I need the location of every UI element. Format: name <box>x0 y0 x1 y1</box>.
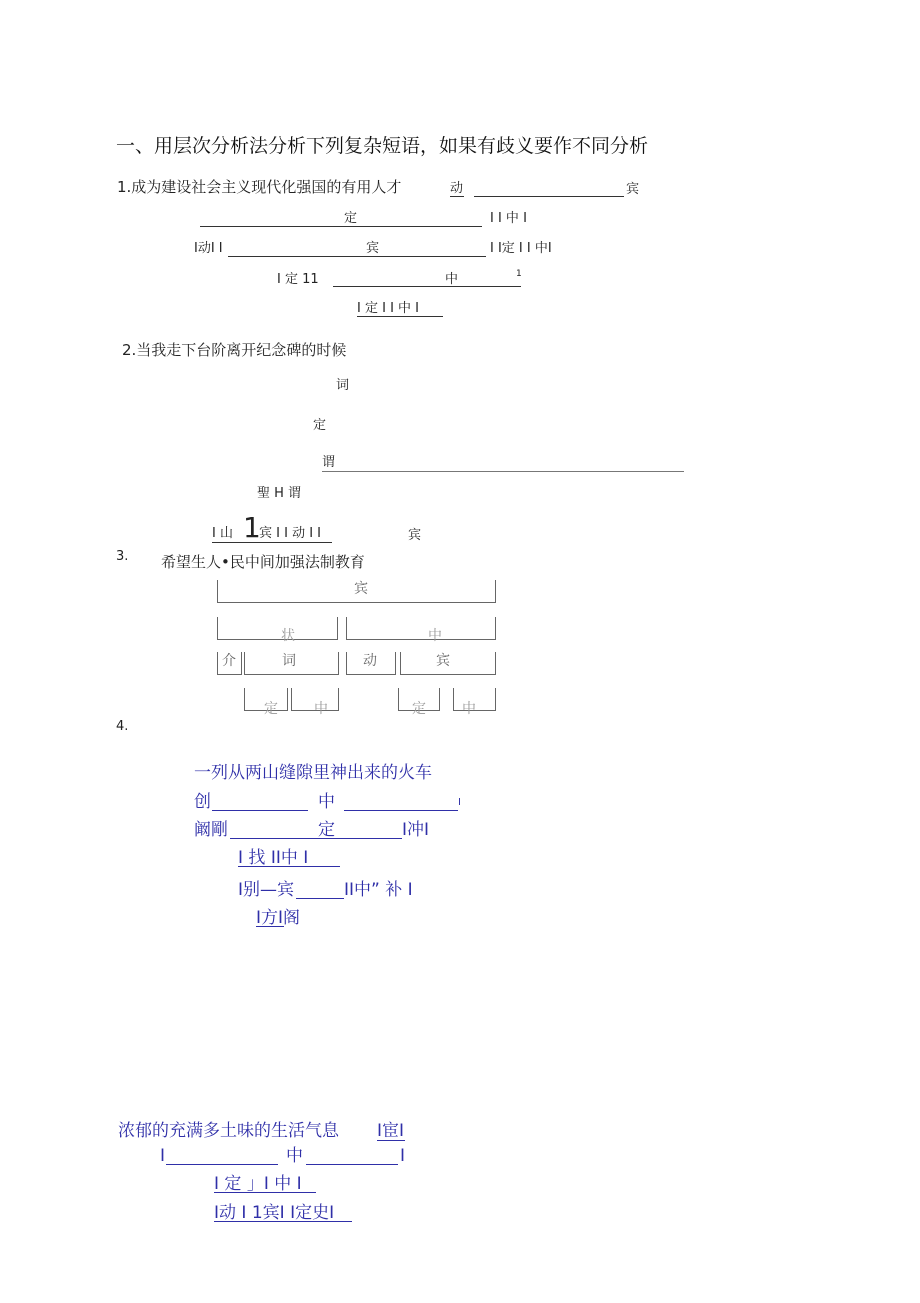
q3-r3-b: 词 <box>282 653 296 669</box>
q4-r3: I 找 II中 I <box>238 848 309 868</box>
question-5-text: 浓郁的充满多土味的生活气息 <box>118 1121 339 1141</box>
q3-r1: 宾 <box>354 581 368 597</box>
question-2-text: 2.当我走下台阶离开纪念碑的时候 <box>122 341 347 359</box>
q5-r3: I动 I 1宾I I定史I <box>214 1203 335 1223</box>
q4-r4-a: I别—宾 <box>238 880 295 900</box>
q1-r4-ding: I 定 11 <box>277 272 319 287</box>
question-4-text: 一列从两山缝隙里神出来的火车 <box>194 763 432 783</box>
q3-r4-a: 定 <box>264 701 278 717</box>
q1-label-zhong: I I 中 I <box>490 211 527 226</box>
q4-r1-a: 创 <box>194 792 211 812</box>
q5-line-r1b <box>306 1164 398 1165</box>
q2-r5-b: 宾 I I 动 I I <box>259 526 321 541</box>
q5-line-tag <box>377 1140 405 1141</box>
q1-line-r5 <box>357 316 443 317</box>
question-3-number: 3. <box>116 549 129 564</box>
question-3-text: 希望生人•民中间加强法制教育 <box>161 553 365 571</box>
q1-label-dong: 动 <box>450 181 464 196</box>
q1-label-ding: 定 <box>344 211 358 226</box>
q3-r3-d: 宾 <box>436 653 450 669</box>
question-1-text: 1.成为建设社会主义现代化强国的有用人才 <box>117 178 402 196</box>
q5-r1-b: 中 <box>286 1146 303 1166</box>
q1-underline-dong <box>450 196 464 197</box>
q1-r3-dong: I动I I <box>194 241 223 256</box>
q4-r1-b: 中 <box>318 792 335 812</box>
q3-r3-c: 动 <box>363 653 377 669</box>
q3-r3-a: 介 <box>222 653 236 669</box>
q2-line-r5 <box>212 542 332 543</box>
page-heading: 一、用层次分析法分析下列复杂短语，如果有歧义要作不同分析 <box>116 135 649 157</box>
q4-r1-c: I <box>458 797 461 808</box>
q2-r1: 词 <box>336 378 350 393</box>
q1-line-r1 <box>474 196 624 197</box>
q1-line-r4 <box>333 286 521 287</box>
q4-line-r1b <box>344 810 458 811</box>
q4-line-r3 <box>238 866 340 867</box>
q5-r2: I 定 」I 中 I <box>214 1174 302 1194</box>
q5-r1-a: I <box>160 1146 166 1166</box>
q2-r2: 定 <box>313 418 327 433</box>
q4-r2-c: I冲I <box>402 820 430 840</box>
q4-line-r4 <box>296 898 344 899</box>
q2-r5-c: 宾 <box>408 528 422 543</box>
q4-r4-b: II中” 补 I <box>344 880 413 900</box>
q4-r2-a: 阚剛 <box>194 820 228 840</box>
q1-label-bin: 宾 <box>626 182 640 197</box>
q3-bracket-zhong <box>346 617 496 640</box>
q2-line-r3 <box>322 471 684 472</box>
q1-r3-dingzhong: I I定 I I 中I <box>490 241 552 256</box>
q2-r3: 谓 <box>322 455 336 470</box>
q3-r4-b: 中 <box>314 701 328 717</box>
q1-r4-zhong: 中 <box>445 272 459 287</box>
q4-line-r2 <box>230 838 402 839</box>
q5-tag: I宦I <box>377 1121 405 1141</box>
q4-line-r1a <box>212 810 308 811</box>
q3-r2-b: 中 <box>428 628 442 644</box>
q5-r1-c: I <box>400 1146 406 1166</box>
q1-r5-dingzhong: I 定 I I 中 I <box>357 301 419 316</box>
q1-r4-mark: 1 <box>516 269 522 279</box>
q5-line-r2 <box>214 1192 316 1193</box>
q2-r5-a: I 山 <box>212 526 233 541</box>
q3-bracket-zhuang <box>217 617 338 640</box>
q4-r5: I方I阁 <box>256 908 301 928</box>
q5-line-r1a <box>166 1164 278 1165</box>
q2-r5-big: 1 <box>243 511 261 544</box>
q3-r4-c: 定 <box>412 701 426 717</box>
q1-r3-bin: 宾 <box>366 241 380 256</box>
q2-r4: 聖 H 谓 <box>257 486 302 501</box>
q5-line-r3 <box>214 1221 352 1222</box>
q3-r4-d: 中 <box>462 701 476 717</box>
q3-r2-a: 状 <box>281 628 295 644</box>
q4-r2-b: 定 <box>318 820 335 840</box>
question-4-number: 4. <box>116 719 129 734</box>
q1-line-r2 <box>200 226 482 227</box>
q1-line-r3 <box>228 256 486 257</box>
q4-line-r5 <box>256 926 284 927</box>
